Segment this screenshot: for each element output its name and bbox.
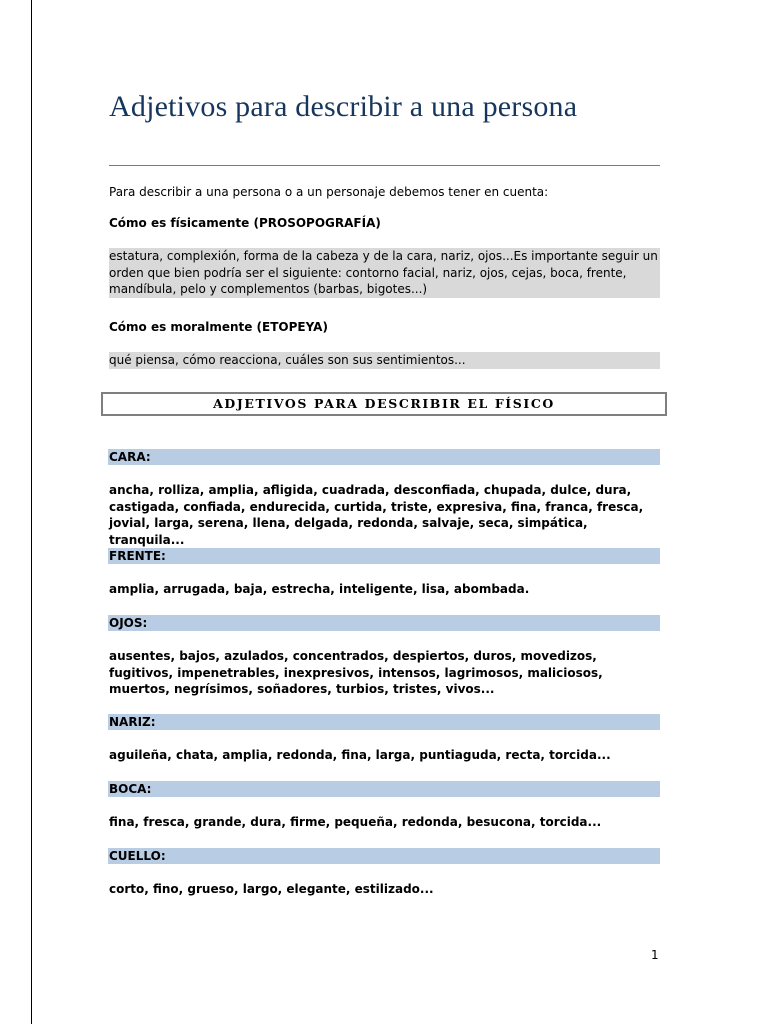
title-underline [109, 165, 660, 166]
section-label-cara: CARA: [108, 449, 660, 465]
section-title-box: ADJETIVOS PARA DESCRIBIR EL FÍSICO [101, 392, 667, 416]
section-text-frente: amplia, arrugada, baja, estrecha, inteligente, lisa, abombada. [109, 582, 530, 596]
page-edge-line [31, 0, 32, 1024]
section-label-frente: FRENTE: [108, 548, 660, 564]
physical-heading: Cómo es físicamente (PROSOPOGRAFÍA) [109, 216, 381, 230]
page-number: 1 [651, 948, 659, 962]
section-label-boca: BOCA: [108, 781, 660, 797]
intro-paragraph: Para describir a una persona o a un personaje debemos tener en cuenta: [109, 185, 549, 199]
section-text-cara: ancha, rolliza, amplia, afligida, cuadrada, desconfiada, chupada, dulce, dura, castigada, confiada, endurecida, curtida, triste, expresiva, fina, franca, fresca, jovial, larga, serena, llena, delgada, redonda, salvaje, seca, simpática, tranquila... [109, 483, 644, 547]
moral-heading: Cómo es moralmente (ETOPEYA) [109, 320, 328, 334]
section-text-nariz: aguileña, chata, amplia, redonda, fina, larga, puntiaguda, recta, torcida... [109, 748, 611, 762]
section-label-ojos: OJOS: [108, 615, 660, 631]
section-text-ojos: ausentes, bajos, azulados, concentrados, despiertos, duros, movedizos, fugitivos, impenetrables, inexpresivos, intensos, lagrimosos, maliciosos, muertos, negrísimos, soñadores, turbios, tristes, vivos... [109, 649, 603, 696]
section-text-cuello: corto, fino, grueso, largo, elegante, estilizado... [109, 882, 434, 896]
moral-description: qué piensa, cómo reacciona, cuáles son sus sentimientos... [109, 352, 660, 369]
physical-description: estatura, complexión, forma de la cabeza y de la cara, nariz, ojos...Es importante seguir un orden que bien podría ser el siguiente: contorno facial, nariz, ojos, cejas, boca, frente, mandíbula, pelo y complementos (barbas, bigotes...) [109, 248, 660, 298]
section-label-cuello: CUELLO: [108, 848, 660, 864]
section-text-boca: fina, fresca, grande, dura, firme, pequeña, redonda, besucona, torcida... [109, 815, 602, 829]
section-label-nariz: NARIZ: [108, 714, 660, 730]
document-title: Adjetivos para describir a una persona [109, 90, 578, 123]
